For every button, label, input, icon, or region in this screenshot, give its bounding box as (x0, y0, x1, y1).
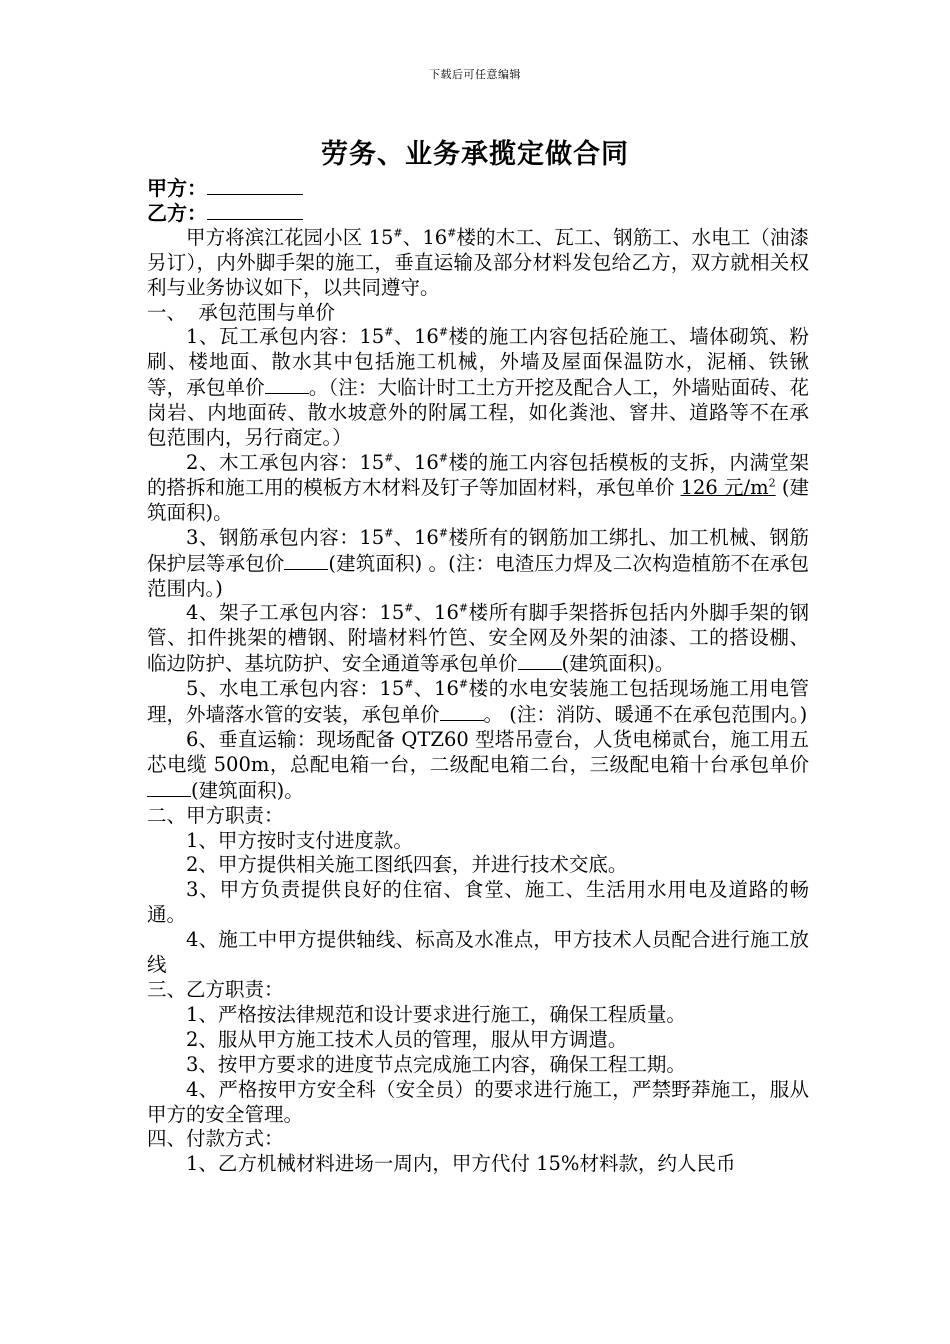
item-text: 、16 (393, 325, 439, 349)
price-blank (518, 651, 562, 670)
unit-price-value: 126 元/m (680, 475, 769, 499)
document-body (147, 176, 809, 1177)
party-b-label: 乙方： (147, 200, 207, 225)
section-3-heading: 三、乙方职责： (147, 978, 284, 1001)
item-5-electrical (147, 677, 809, 728)
party-b-line (147, 201, 809, 226)
item-text: 、16 (393, 525, 439, 549)
item-1-masonry (147, 325, 809, 451)
item-2-carpentry (147, 451, 809, 526)
item-text: 6、垂直运输：现场配备 QTZ60 型塔吊壹台，人货电梯贰台，施工用五芯电缆 500m，总配电箱一台，二级配电箱二台，三级配电箱十台承包单价 (147, 727, 809, 776)
price-blank (284, 551, 328, 570)
building-mark: # (384, 325, 394, 339)
party-a-blank (207, 176, 303, 195)
unit-exponent: 2 (768, 476, 776, 490)
building-mark: # (438, 526, 449, 540)
party-b-blank (207, 201, 303, 220)
item-text: 3、钢筋承包内容：15 (186, 525, 385, 549)
section-4-heading: 四、付款方式： (147, 1127, 284, 1151)
item-text: (建筑面积)。 (147, 475, 809, 524)
building-mark: # (458, 601, 469, 615)
item-3-rebar (147, 526, 809, 602)
section-2-heading: 二、甲方职责： (147, 803, 284, 827)
building-mark: # (438, 451, 449, 465)
section-2-item: 3、甲方负责提供良好的住宿、食堂、施工、生活用水用电及道路的畅通。 (147, 878, 809, 927)
section-3-item: 1、严格按法律规范和设计要求进行施工，确保工程质量。 (186, 1002, 686, 1026)
item-text: 楼的施工内容包括砼施工、墙体砌筑、粉刷、楼地面、散水其中包括施工机械，外墙及屋面保温防水，泥桶、铁锹等，承包单价 (147, 325, 809, 400)
intro-text: 甲方将滨江花园小区 15 (186, 225, 394, 249)
item-text: 4、架子工承包内容：15 (186, 601, 405, 625)
item-6-vertical-transport (147, 728, 809, 804)
section-3-item: 3、按甲方要求的进度节点完成施工内容，确保工程工期。 (186, 1052, 686, 1076)
item-text: 楼所有脚手架搭拆包括内外脚手架的钢管、扣件挑架的槽钢、附墙材料竹笆、安全网及外架的油漆、工的搭设棚、临边防护、基坑防护、安全通道等承包单价 (147, 601, 809, 676)
building-mark: # (404, 677, 414, 691)
section-4-item: 1、乙方机械材料进场一周内，甲方代付 15%材料款，约人民币 (186, 1152, 736, 1176)
intro-text: 楼的木工、瓦工、钢筋工、水电工（油漆另订），内外脚手架的施工，垂直运输及部分材料发包给乙方，双方就相关权利与业务协议如下，以共同遵守。 (147, 225, 809, 299)
building-mark: # (384, 526, 394, 540)
item-text: 、16 (413, 601, 459, 625)
item-text: 楼的施工内容包括模板的支拆，内满堂架的搭拆和施工用的模板方木材料及钉子等加固材料，承包单价 (147, 450, 809, 499)
intro-text: 、16 (402, 225, 448, 249)
item-text: (建筑面积) 。(注：电渣压力焊及二次构造植筋不在承包范围内。) (147, 551, 809, 600)
section-2-item: 1、甲方按时支付进度款。 (186, 828, 413, 852)
item-text: 。 (注：消防、暖通不在承包范围内。) (483, 703, 808, 727)
building-mark: # (384, 451, 394, 465)
item-text: 5、水电工承包内容：15 (186, 677, 405, 701)
building-mark: # (393, 226, 403, 240)
building-mark: # (458, 677, 469, 691)
building-mark: # (404, 601, 414, 615)
item-text: (建筑面积)。 (561, 652, 675, 676)
item-text: 。（注：大临计时工土方开挖及配合人工，外墙贴面砖、花岗岩、内地面砖、散水坡意外的附属工程，如化粪池、窨井、道路等不在承包范围内，另行商定。） (147, 376, 809, 450)
item-text: 1、瓦工承包内容：15 (186, 325, 385, 349)
price-blank (440, 702, 484, 721)
unit-price (681, 476, 776, 499)
item-text: 2、木工承包内容：15 (186, 450, 385, 474)
section-2-item: 2、甲方提供相关施工图纸四套，并进行技术交底。 (186, 853, 628, 877)
intro-paragraph (147, 226, 809, 301)
item-4-scaffolding (147, 601, 809, 677)
header-note: 下载后可任意编辑 (429, 68, 521, 81)
item-text: (建筑面积)。 (191, 778, 304, 802)
item-text: 、16 (393, 450, 439, 474)
section-3-item: 2、服从甲方施工技术人员的管理，服从甲方调遣。 (186, 1027, 628, 1051)
party-a-label: 甲方： (147, 176, 207, 200)
item-text: 、16 (413, 677, 459, 701)
building-mark: # (438, 325, 449, 339)
price-blank (265, 375, 309, 394)
item-text: 楼所有的钢筋加工绑扎、加工机械、钢筋保护层等承包价 (147, 525, 809, 575)
section-3-item: 4、严格按甲方安全科（安全员）的要求进行施工，严禁野莽施工，服从甲方的安全管理。 (147, 1077, 809, 1126)
price-blank (147, 778, 191, 797)
item-text: 楼的水电安装施工包括现场施工用电管理，外墙落水管的安装，承包单价 (147, 677, 809, 727)
party-a-line (147, 176, 809, 201)
section-2-item: 4、施工中甲方提供轴线、标高及水准点，甲方技术人员配合进行施工放线 (147, 928, 809, 977)
section-1-heading: 一、 承包范围与单价 (147, 300, 335, 324)
document-title: 劳务、业务承揽定做合同 (321, 139, 629, 170)
building-mark: # (447, 226, 457, 240)
